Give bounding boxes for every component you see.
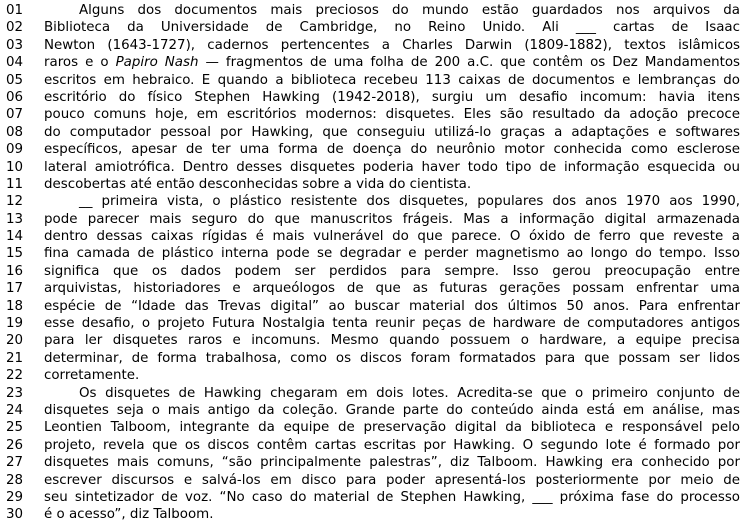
text-line [0, 19, 746, 36]
text-line [0, 211, 746, 228]
line-number: 01 [6, 3, 24, 18]
text-line [0, 332, 746, 349]
text-line [0, 193, 746, 210]
line-number: 30 [6, 507, 24, 523]
text-line [0, 298, 746, 315]
line-number: 23 [6, 385, 24, 401]
line-text: disquetes mais comuns, “são principalmente palestras”, diz Talboom. Hawking era conhecido por [44, 455, 740, 471]
text-line [0, 124, 746, 141]
line-text: Leontien Talboom, integrante da equipe de preservação digital da biblioteca e responsável pelo [44, 420, 740, 436]
line-number: 26 [6, 437, 24, 453]
line-number: 21 [6, 350, 24, 366]
line-text-segment: raros e o [44, 55, 116, 71]
line-text: disquetes seja o mais antigo da coleção. Grande parte do conteúdo ainda está em análise, mas [44, 402, 740, 418]
text-line [0, 176, 746, 193]
text-line [0, 419, 746, 436]
text-line [0, 37, 746, 54]
line-text: fina camada de plástico interna pode se degradar e perder magnetismo ao longo do tempo. Isso [44, 246, 740, 262]
line-text: espécie de “Idade das Trevas digital” ao buscar material dos últimos 50 anos. Para enfrentar [44, 298, 740, 314]
line-number: 16 [6, 263, 24, 279]
text-line [0, 402, 746, 419]
text-line [0, 280, 746, 297]
line-text: determinar, de forma trabalhosa, como os discos foram formatados para que possam ser lidos [44, 350, 740, 366]
line-text: específicos, apesar de ter uma forma de doença do neurônio motor conhecida como esclerose [44, 142, 740, 158]
line-number: 12 [6, 194, 24, 210]
line-text: descobertas até então desconhecidas sobre a vida do cientista. [44, 176, 472, 192]
line-text: seu sintetizador de voz. “No caso do material de Stephen Hawking, ___ próxima fase do processo [44, 489, 740, 505]
text-line [0, 263, 746, 280]
line-text [44, 54, 740, 71]
text-line [0, 106, 746, 123]
line-text: Alguns dos documentos mais preciosos do mundo estão guardados nos arquivos da [79, 3, 740, 18]
line-text: do computador pessoal por Hawking, que conseguiu utilizá-lo graças a adaptações e softwares [44, 124, 740, 140]
line-number: 24 [6, 402, 24, 418]
line-number: 07 [6, 107, 24, 123]
line-text: corretamente. [44, 368, 140, 384]
line-text: __ primeira vista, o plástico resistente dos disquetes, populares dos anos 1970 aos 1990, [79, 194, 740, 210]
line-text: escritos em hebraico. E quando a biblioteca recebeu 113 caixas de documentos e lembranças do [44, 72, 740, 88]
line-number: 15 [6, 246, 24, 262]
line-text: Biblioteca da Universidade de Cambridge, no Reino Unido. Ali ___ cartas de Isaac [44, 20, 740, 36]
line-text: arquivistas, historiadores e arqueólogos de que as futuras gerações possam enfrentar uma [44, 281, 740, 297]
text-line [0, 141, 746, 158]
line-text: escrever discursos e salvá-los em disco para poder apresentá-los posteriormente por meio de [44, 472, 740, 488]
line-text: para ler disquetes raros e incomuns. Mesmo quando possuem o hardware, a equipe precisa [44, 333, 740, 349]
line-text: projeto, revela que os discos contêm cartas escritas por Hawking. O segundo lote é formado por [44, 437, 740, 453]
line-text: escritório do físico Stephen Hawking (1942-2018), surgiu um desafio incomum: havia itens [44, 89, 740, 105]
line-number: 28 [6, 472, 24, 488]
line-number: 13 [6, 211, 24, 227]
line-number: 05 [6, 72, 24, 88]
text-line [0, 454, 746, 471]
line-number: 04 [6, 55, 24, 71]
line-number: 17 [6, 281, 24, 297]
line-text: lateral amiotrófica. Dentro desses disquetes poderia haver todo tipo de informação esquecida ou [44, 159, 740, 175]
line-number: 09 [6, 142, 24, 158]
line-text: dentro dessas caixas rígidas é mais vulnerável do que parece. O óxido de ferro que reveste a [44, 229, 740, 245]
text-line [0, 72, 746, 89]
text-line [0, 315, 746, 332]
line-number: 27 [6, 455, 24, 471]
italic-title: Papiro Nash [115, 55, 199, 71]
document-text [0, 2, 746, 524]
line-number: 19 [6, 316, 24, 332]
line-number: 08 [6, 124, 24, 140]
text-line [0, 437, 746, 454]
text-line [0, 245, 746, 262]
text-line [0, 385, 746, 402]
line-number: 10 [6, 159, 24, 175]
text-line [0, 350, 746, 367]
line-number: 20 [6, 333, 24, 349]
text-line [0, 54, 746, 71]
line-number: 18 [6, 298, 24, 314]
line-text: pode parecer mais seguro do que manuscritos frágeis. Mas a informação digital armazenada [44, 211, 740, 227]
text-line [0, 159, 746, 176]
text-line [0, 489, 746, 506]
line-number: 03 [6, 37, 24, 53]
line-text: esse desafio, o projeto Futura Nostalgia tenta reunir peças de hardware de computadores antigos [44, 316, 740, 332]
line-text: significa que os dados podem ser perdidos para sempre. Isso gerou preocupação entre [44, 263, 740, 279]
line-text: Os disquetes de Hawking chegaram em dois lotes. Acredita-se que o primeiro conjunto de [79, 385, 740, 401]
line-number: 22 [6, 368, 24, 384]
line-text: pouco comuns hoje, em escritórios modernos: disquetes. Eles são resultado da adoção precoce [44, 107, 740, 123]
line-number: 11 [6, 176, 24, 192]
line-text: Newton (1643-1727), cadernos pertencentes a Charles Darwin (1809-1882), textos islâmicos [44, 37, 740, 53]
text-line [0, 228, 746, 245]
text-line [0, 472, 746, 489]
line-number: 06 [6, 89, 24, 105]
line-text-segment: — fragmentos de uma folha de 200 a.C. que contêm os Dez Mandamentos [198, 55, 740, 71]
text-line [0, 367, 746, 384]
text-line [0, 2, 746, 19]
line-text: é o acesso”, diz Talboom. [44, 507, 214, 523]
text-line [0, 89, 746, 106]
line-number: 29 [6, 489, 24, 505]
line-number: 02 [6, 20, 24, 36]
line-number: 14 [6, 229, 24, 245]
line-number: 25 [6, 420, 24, 436]
text-line [0, 506, 746, 523]
